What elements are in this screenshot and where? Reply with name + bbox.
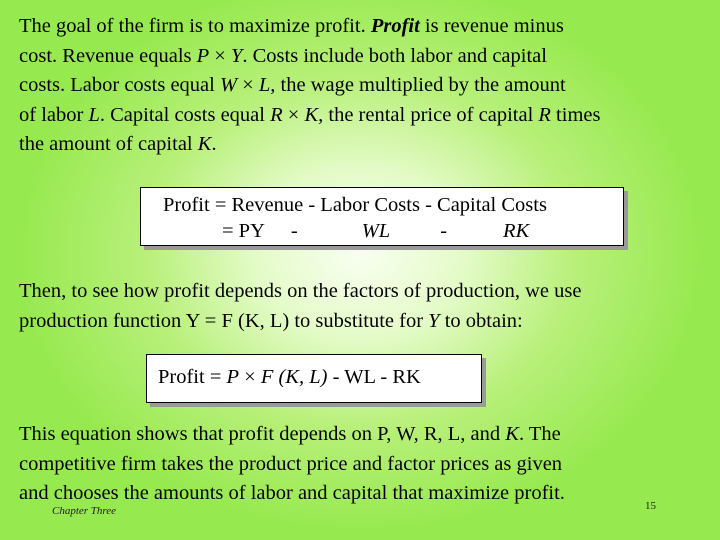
text: . The xyxy=(518,423,561,445)
profit-equation-box xyxy=(140,187,624,246)
text: cost. Revenue equals xyxy=(19,44,197,67)
text: . xyxy=(211,133,217,155)
text: production function Y = F (K, L) to substitute for xyxy=(19,309,429,332)
page-number: 15 xyxy=(645,500,656,512)
var-k: K xyxy=(505,423,519,445)
intro-paragraph xyxy=(19,12,714,160)
text: the rental price of capital xyxy=(323,103,539,126)
text: and chooses the amounts of labor and capital that maximize profit. xyxy=(19,482,565,504)
var-w: W xyxy=(219,74,238,96)
var-k: K, xyxy=(304,103,324,126)
text: Then, to see how profit depends on the factors of production, we use xyxy=(19,280,582,302)
var-p: P xyxy=(196,44,210,67)
text: competitive firm takes the product price and factor prices as given xyxy=(19,452,563,475)
production-function: F (K, L) xyxy=(260,366,328,388)
conclusion-paragraph xyxy=(19,420,714,509)
var-y: Y xyxy=(230,44,243,67)
var-r: R xyxy=(538,103,551,126)
var-r: R xyxy=(270,103,283,126)
minus-sign: - xyxy=(440,220,448,242)
profit-decomposition xyxy=(222,217,529,246)
minus-sign: - xyxy=(290,220,298,242)
text: the amount of capital xyxy=(19,133,198,155)
chapter-footer: Chapter Three xyxy=(52,505,117,517)
profit-function xyxy=(158,363,421,392)
var-y: Y xyxy=(428,309,440,332)
text: of labor xyxy=(19,103,89,126)
text: The goal of the firm is to maximize profit. xyxy=(19,15,371,37)
text: the wage multiplied by the amount xyxy=(275,74,566,96)
var-l: L, xyxy=(258,74,276,96)
var-k: K xyxy=(197,133,212,155)
term-capital: RK xyxy=(503,220,530,242)
profit-definition: Profit = Revenue - Labor Costs - Capital Costs xyxy=(163,194,547,216)
substitution-paragraph xyxy=(19,277,714,336)
text: times xyxy=(550,103,601,126)
profit-function-box xyxy=(146,354,482,403)
text: × xyxy=(209,44,231,67)
text: . Capital costs equal xyxy=(99,103,271,126)
text: . Costs include both labor and capital xyxy=(242,44,547,67)
var-p: P xyxy=(226,366,240,388)
text: × xyxy=(237,74,259,96)
term-labor: WL xyxy=(361,220,391,242)
text: to obtain: xyxy=(439,309,523,332)
text: costs. Labor costs equal xyxy=(19,74,220,96)
text: × xyxy=(239,366,261,388)
text: × xyxy=(282,103,305,126)
text: This equation shows that profit depends on P, W, R, L, and xyxy=(19,423,506,445)
text: is revenue minus xyxy=(419,15,564,37)
var-l: L xyxy=(88,103,100,126)
text: - WL - RK xyxy=(327,366,421,388)
term-revenue: = PY xyxy=(222,220,265,242)
profit-term: Profit xyxy=(370,15,420,37)
text: Profit = xyxy=(158,366,227,388)
